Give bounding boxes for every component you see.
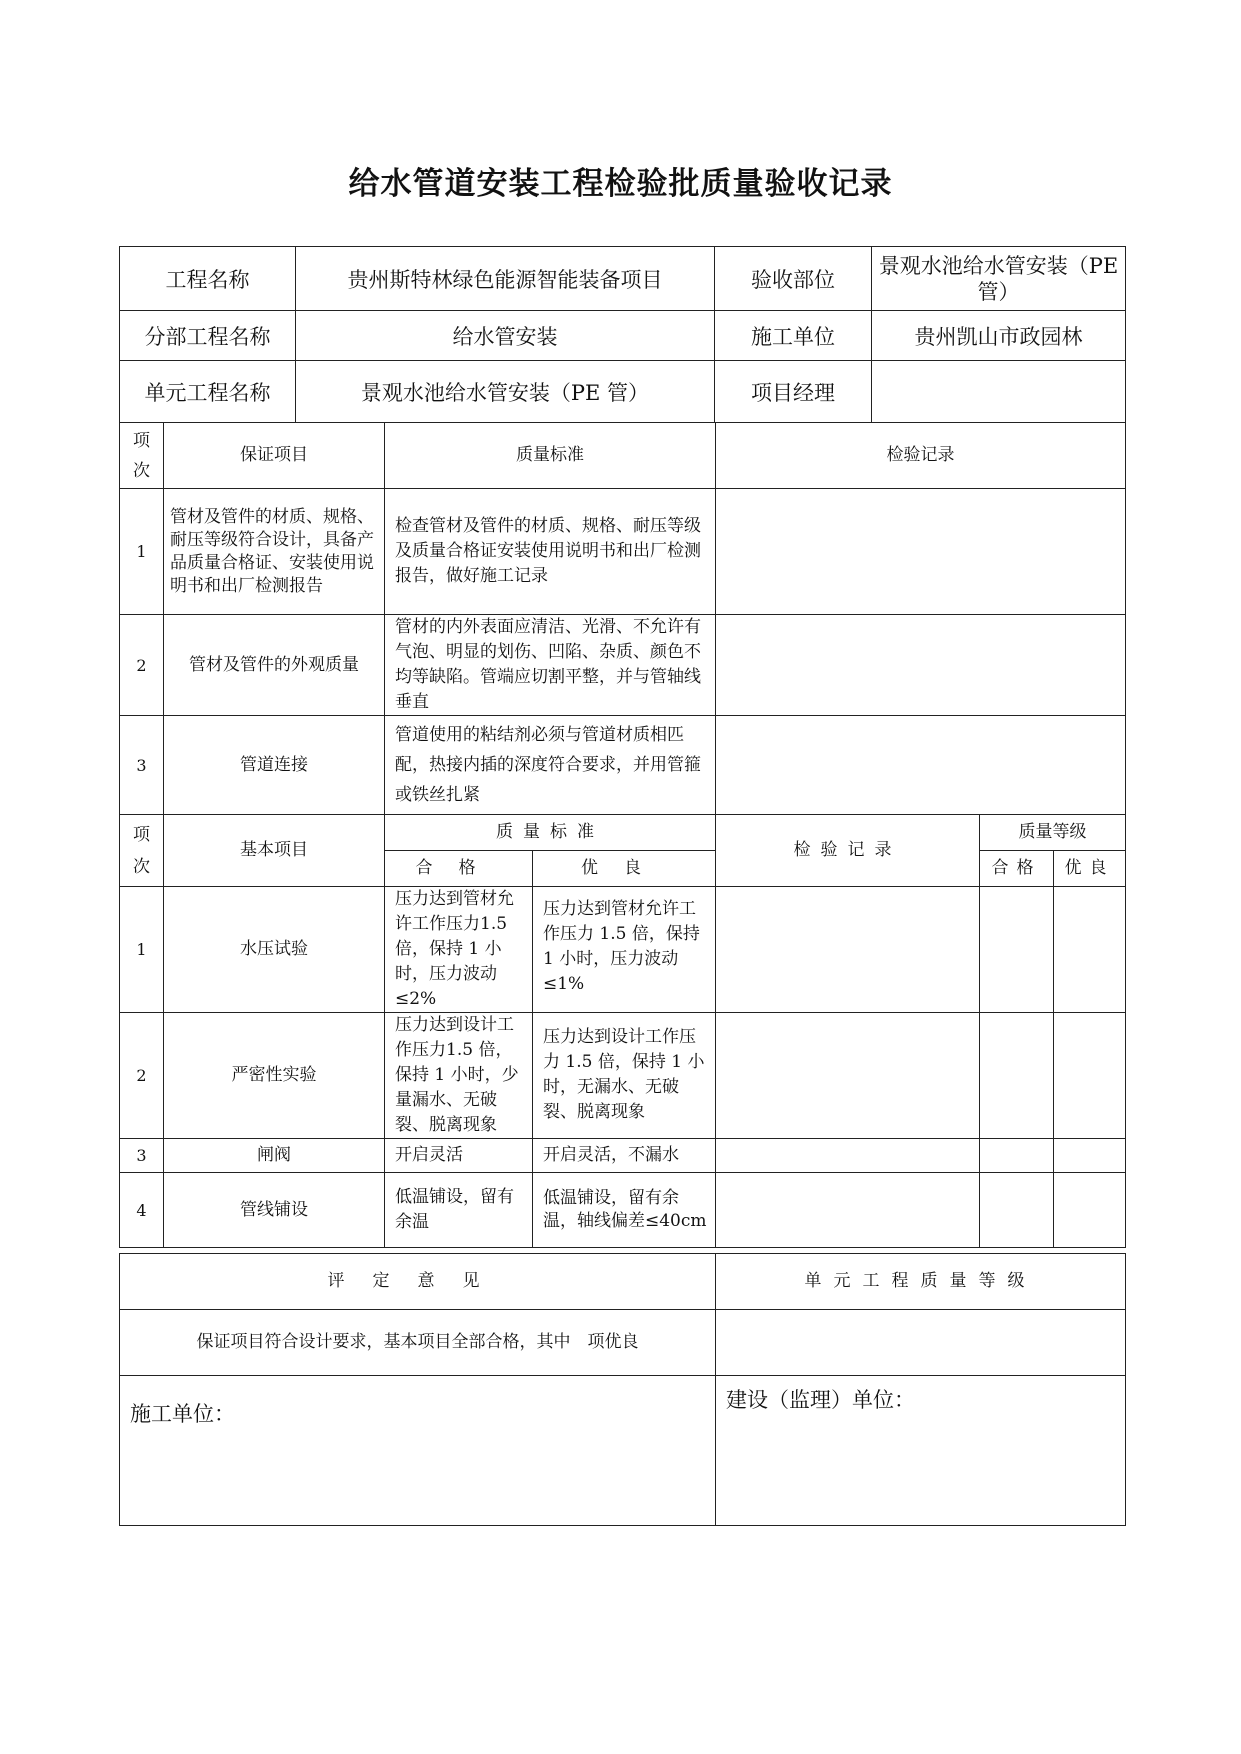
- basic-row-index: 1: [120, 887, 164, 1013]
- basic-col-record: 检验记录: [716, 815, 980, 887]
- project-name-label: 工程名称: [120, 247, 296, 311]
- basic-row-grade-good: [1054, 887, 1126, 1013]
- guarantee-row-record: [716, 716, 1126, 815]
- contractor-value: 贵州凯山市政园林: [872, 311, 1126, 361]
- guarantee-row-item: 管材及管件的外观质量: [164, 615, 385, 716]
- basic-row-grade-pass: [980, 887, 1054, 1013]
- guarantee-col-item: 保证项目: [164, 423, 385, 489]
- guarantee-col-standard: 质量标准: [385, 423, 716, 489]
- guarantee-row-item: 管材及管件的材质、规格、耐压等级符合设计，具备产品质量合格证、安装使用说明书和出厂检测报告: [164, 489, 385, 615]
- basic-row-record: [716, 1013, 980, 1139]
- manager-label: 项目经理: [715, 361, 872, 423]
- evaluation-table: [119, 1253, 1126, 1526]
- basic-row-item: 管线铺设: [164, 1173, 385, 1248]
- basic-row-index: 2: [120, 1013, 164, 1139]
- basic-col-grade: 质量等级: [980, 815, 1126, 851]
- basic-col-item: 基本项目: [164, 815, 385, 887]
- project-info-table: [119, 246, 1126, 423]
- unit-quality-grade-label: 单元工程质量等级: [716, 1254, 1126, 1310]
- guarantee-row-standard: 检查管材及管件的材质、规格、耐压等级及质量合格证安装使用说明书和出厂检测报告，做好施工记录: [385, 489, 716, 615]
- basic-row-record: [716, 887, 980, 1013]
- basic-col-good: 优良: [533, 851, 716, 887]
- manager-value: [872, 361, 1126, 423]
- basic-row-grade-pass: [980, 1013, 1054, 1139]
- basic-row-pass: 压力达到设计工作压力1.5 倍，保持 1 小时，少量漏水、无破裂、脱离现象: [385, 1013, 533, 1139]
- basic-row-good: 压力达到管材允许工作压力 1.5 倍，保持 1 小时，压力波动≤1%: [533, 887, 716, 1013]
- evaluation-opinion-text: 保证项目符合设计要求，基本项目全部合格，其中 项优良: [120, 1310, 716, 1376]
- basic-row-pass: 低温铺设，留有余温: [385, 1173, 533, 1248]
- evaluation-opinion-label: 评定意见: [120, 1254, 716, 1310]
- basic-items-table: [119, 814, 1126, 1248]
- basic-row-item: 水压试验: [164, 887, 385, 1013]
- basic-row-index: 4: [120, 1173, 164, 1248]
- guarantee-row-record: [716, 489, 1126, 615]
- basic-row-pass: 开启灵活: [385, 1139, 533, 1173]
- basic-row-grade-good: [1054, 1013, 1126, 1139]
- guarantee-row-index: 2: [120, 615, 164, 716]
- guarantee-row-item: 管道连接: [164, 716, 385, 815]
- basic-row-item: 严密性实验: [164, 1013, 385, 1139]
- supervisor-signature-label: 建设（监理）单位：: [716, 1376, 1126, 1526]
- sub-project-value: 给水管安装: [296, 311, 715, 361]
- guarantee-col-index: 项次: [120, 423, 164, 489]
- basic-row-item: 闸阀: [164, 1139, 385, 1173]
- guarantee-row-index: 1: [120, 489, 164, 615]
- guarantee-items-table: [119, 422, 1126, 815]
- basic-row-grade-pass: [980, 1173, 1054, 1248]
- guarantee-row-record: [716, 615, 1126, 716]
- basic-col-index: 项次: [120, 815, 164, 887]
- acceptance-part-label: 验收部位: [715, 247, 872, 311]
- basic-col-standard: 质量标准: [385, 815, 716, 851]
- basic-row-grade-pass: [980, 1139, 1054, 1173]
- basic-row-record: [716, 1173, 980, 1248]
- acceptance-part-value: 景观水池给水管安装（PE 管）: [872, 247, 1126, 311]
- basic-col-grade-pass: 合格: [980, 851, 1054, 887]
- project-name-value: 贵州斯特林绿色能源智能装备项目: [296, 247, 715, 311]
- guarantee-row-standard: 管道使用的粘结剂必须与管道材质相匹配，热接内插的深度符合要求，并用管箍或铁丝扎紧: [385, 716, 716, 815]
- guarantee-row-index: 3: [120, 716, 164, 815]
- basic-row-good: 低温铺设，留有余温，轴线偏差≤40cm: [533, 1173, 716, 1248]
- basic-row-index: 3: [120, 1139, 164, 1173]
- guarantee-row-standard: 管材的内外表面应清洁、光滑、不允许有气泡、明显的划伤、凹陷、杂质、颜色不均等缺陷。管端应切割平整，并与管轴线垂直: [385, 615, 716, 716]
- basic-col-pass: 合格: [385, 851, 533, 887]
- basic-row-grade-good: [1054, 1139, 1126, 1173]
- basic-row-good: 开启灵活，不漏水: [533, 1139, 716, 1173]
- basic-row-record: [716, 1139, 980, 1173]
- basic-row-grade-good: [1054, 1173, 1126, 1248]
- sub-project-label: 分部工程名称: [120, 311, 296, 361]
- unit-quality-grade-value: [716, 1310, 1126, 1376]
- basic-col-grade-good: 优良: [1054, 851, 1126, 887]
- basic-row-pass: 压力达到管材允许工作压力1.5 倍，保持 1 小时，压力波动≤2%: [385, 887, 533, 1013]
- contractor-signature-label: 施工单位：: [120, 1376, 716, 1526]
- document-title: 给水管道安装工程检验批质量验收记录: [348, 166, 893, 202]
- contractor-label: 施工单位: [715, 311, 872, 361]
- basic-row-good: 压力达到设计工作压力 1.5 倍，保持 1 小时，无漏水、无破裂、脱离现象: [533, 1013, 716, 1139]
- unit-project-value: 景观水池给水管安装（PE 管）: [296, 361, 715, 423]
- unit-project-label: 单元工程名称: [120, 361, 296, 423]
- guarantee-col-record: 检验记录: [716, 423, 1126, 489]
